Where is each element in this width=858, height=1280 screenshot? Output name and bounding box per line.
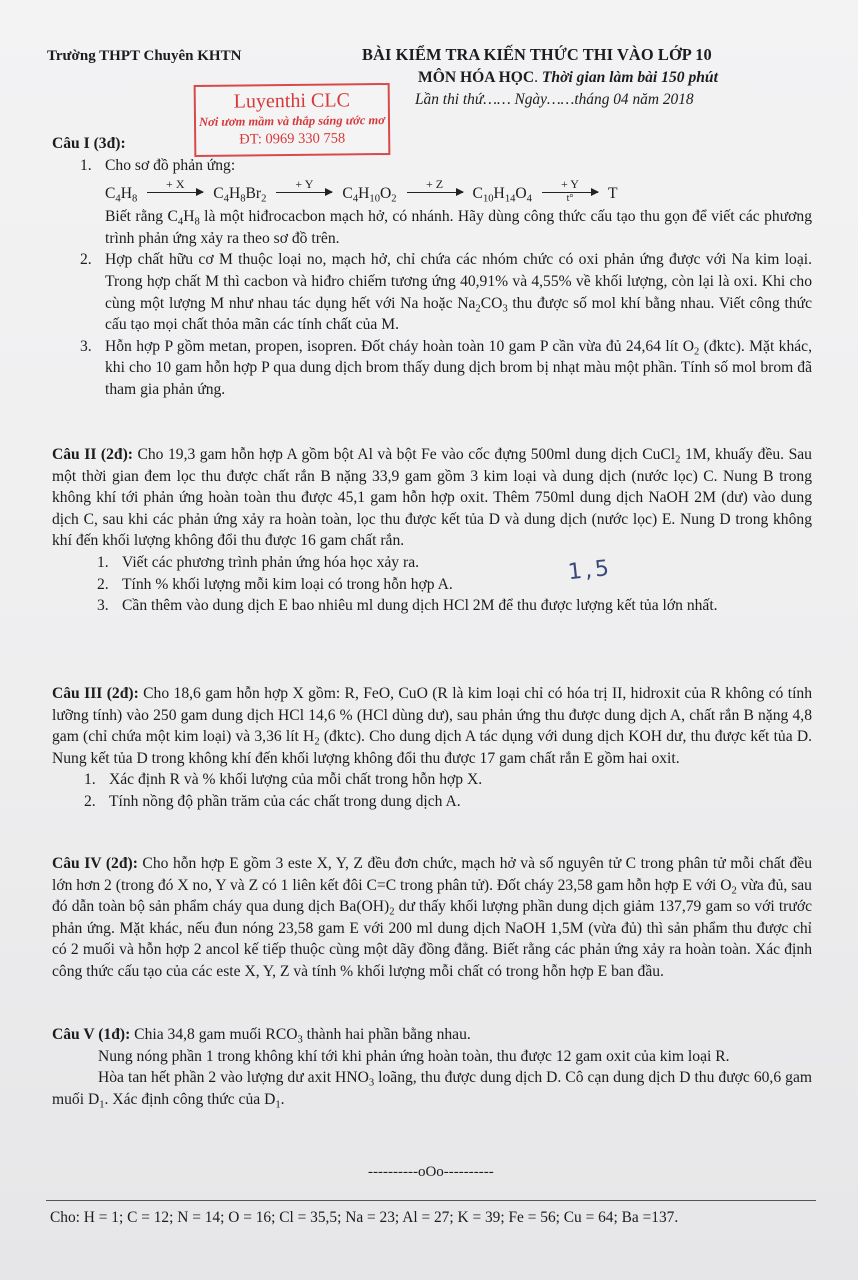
question-1-item-3 <box>80 336 812 401</box>
reaction-scheme <box>105 178 812 204</box>
formula-c4h8br2: $C_4H_8Br_2$ <box>213 184 267 205</box>
question-3-item-1: 1. Xác định R và % khối lượng của mỗi chất trong hỗn hợp X. <box>84 771 483 789</box>
question-3-heading: Câu III (2đ): <box>52 685 139 702</box>
stamp-name: Luyenthi CLC <box>233 89 350 113</box>
question-2-item-2: 2. Tính % khối lượng mỗi kim loại có trong hỗn hợp A. <box>97 575 453 593</box>
footer-divider <box>46 1200 816 1201</box>
question-5-part-1: Nung nóng phần 1 trong không khí tới khi phản ứng hoàn toàn, thu được 12 gam oxit của kim loại R. <box>98 1047 730 1065</box>
item-text: Hợp chất hữu cơ M thuộc loại no, mạch hở, chỉ chứa các nhóm chức có oxi phản ứng được với Na kim loại. Trong hợp chất M thì cacbon và hiđro chiếm tương ứng 40,91% và 4,55% về khối lượng, còn lại là oxi. Khi cho cùng một lượng M như nhau tác dụng hết với Na hoặc $Na_2CO_3$ thu được số mol khí bằng nhau. Viết công thức cấu tạo mọi chất thỏa mãn các tính chất của M. <box>105 251 812 334</box>
question-5 <box>52 1024 812 1110</box>
reaction-arrow-y-heat: + Y t° <box>542 178 598 204</box>
item-text: Hỗn hợp P gồm metan, propen, isopren. Đốt cháy hoàn toàn 10 gam P cần vừa đủ 24,64 lít $O_2$ (đktc). Mặt khác, khi cho 10 gam hỗn hợp P qua dung dịch brom thấy dung dịch brom bị nhạt màu một phần. Tính số mol brom đã tham gia phản ứng. <box>105 337 813 398</box>
question-2-heading: Câu II (2đ): <box>52 446 133 463</box>
question-2 <box>52 444 812 617</box>
atomic-masses-footer: Cho: H = 1; C = 12; N = 14; O = 16; Cl = 35,5; Na = 23; Al = 27; K = 39; Fe = 56; Cu = 64; Ba =137. <box>50 1209 679 1226</box>
end-mark: ----------oOo---------- <box>368 1164 494 1180</box>
question-3-item-2: 2. Tính nồng độ phần trăm của các chất trong dung dịch A. <box>84 792 461 810</box>
question-1-heading: Câu I (3đ): <box>52 135 126 152</box>
reaction-arrow-z: + Z <box>407 178 463 204</box>
formula-t: T <box>607 184 618 202</box>
question-3-items <box>84 769 812 812</box>
item-number: 3. <box>80 337 92 355</box>
question-1-items <box>80 155 812 401</box>
attempt-line: Lần thi thứ…… Ngày……tháng 04 năm 2018 <box>415 91 694 108</box>
school-name: Trường THPT Chuyên KHTN <box>47 48 242 64</box>
question-5-text: Câu V (1đ): Chia 34,8 gam muối $RCO_3$ thành hai phần bằng nhau. <box>52 1026 471 1046</box>
question-2-item-1: 1. Viết các phương trình phản ứng hóa học xảy ra. <box>97 553 420 571</box>
stamp-phone: ĐT: 0969 330 758 <box>239 130 346 148</box>
item-number: 2. <box>80 251 92 269</box>
subject-line: MÔN HÓA HỌC. Thời gian làm bài 150 phút <box>418 69 718 86</box>
formula-c10h14o4: $C_{10}H_{14}O_4$ <box>472 184 532 205</box>
handwritten-note: 1,5 <box>566 555 614 586</box>
question-3-text: Câu III (2đ): Cho 18,6 gam hỗn hợp X gồm: R, FeO, CuO (R là kim loại chỉ có hóa trị II, hidroxit của R không có tính lưỡng tính) vào 250 gam dung dịch HCl 14,6 % (HCl dùng dư), sau phản ứng thu được dung dịch A, chất rắn B nặng 4,8 gam (chỉ chứa một kim loại) và 3,36 lít $H_2$ (đktc). Cho dung dịch A tác dụng với dung dịch KOH dư, thu được kết tủa D. Nung kết tủa D trong không khí đến khối lượng không đổi thu được 17 gam chất rắn E gồm hai oxit. <box>52 685 812 767</box>
formula-c4h10o2: $C_4H_{10}O_2$ <box>342 184 397 205</box>
question-5-heading: Câu V (1đ): <box>52 1026 131 1043</box>
question-4-text: Câu IV (2đ): Cho hỗn hợp E gồm 3 este X, Y, Z đều đơn chức, mạch hở và số nguyên tử C trong phân tử mỗi chất đều lớn hơn 2 (trong đó X no, Y và Z có 1 liên kết đôi C=C trong phân tử). Đốt cháy 23,58 gam hỗn hợp E với $O_2$ vừa đủ, sau đó dẫn toàn bộ sản phẩm cháy qua dung dịch $Ba(OH)_2$ dư thấy khối lượng phần dung dịch giảm 137,79 gam so với trước phản ứng. Mặt khác, nếu đun nóng 23,58 gam E với 200 ml dung dịch NaOH 1,5M (vừa đủ) thì sản phẩm thu được chỉ có 2 muối và hỗn hợp 2 ancol kế tiếp thuộc cùng một dãy đồng đẳng. Biết rằng các phản ứng xảy ra hoàn toàn. Xác định công thức cấu tạo của các este X, Y, Z và tính % khối lượng mỗi chất có trong hỗn hợp E ban đầu. <box>52 855 813 980</box>
question-2-items <box>97 552 812 617</box>
item-text: Cho sơ đồ phản ứng: <box>105 156 236 174</box>
formula-c4h8: $C_4H_8$ <box>105 184 138 205</box>
reaction-arrow-x: + X <box>147 178 203 204</box>
exam-title: BÀI KIỂM TRA KIẾN THỨC THI VÀO LỚP 10 <box>362 45 712 64</box>
question-1 <box>52 133 812 401</box>
question-2-text: Câu II (2đ): Cho 19,3 gam hỗn hợp A gồm bột Al và bột Fe vào cốc đựng 500ml dung dịch CuCl$_2$ 1M, khuấy đều. Sau một thời gian đem lọc thu được chất rắn B nặng 33,9 gam gồm 3 kim loại và dung dịch (nước lọc) C. Nung B trong không khí tới phản ứng hoàn toàn thu được 45,1 gam hỗn hợp oxit. Thêm 750ml dung dịch NaOH 2M (dư) vào dung dịch C, sau khi các phản ứng xảy ra hoàn toàn, lọc thu được kết tủa D và dung dịch (nước lọc) E. Nung D trong không khí đến khối lượng không đổi thu được 16 gam chất rắn. <box>52 446 812 550</box>
question-3 <box>52 683 812 813</box>
subject-name: MÔN HÓA HỌC <box>418 69 535 86</box>
reaction-arrow-y: + Y <box>276 178 332 204</box>
stamp-slogan: Nơi ươm mầm và thắp sáng ước mơ <box>198 113 386 129</box>
question-2-item-3: 3. Cần thêm vào dung dịch E bao nhiêu ml dung dịch HCl 2M để thu được lượng kết tủa lớn nhất. <box>97 597 718 615</box>
question-1-item-1 <box>80 155 812 250</box>
question-4 <box>52 853 812 983</box>
item-note: Biết rằng $C_4H_8$ là một hiđrocacbon mạch hở, có nhánh. Hãy dùng công thức cấu tạo thu gọn để viết các phương trình phản ứng xảy ra theo sơ đồ trên. <box>105 208 812 247</box>
question-4-heading: Câu IV (2đ): <box>52 855 138 872</box>
exam-duration: Thời gian làm bài 150 phút <box>541 69 718 86</box>
item-number: 1. <box>80 156 92 174</box>
question-1-item-2 <box>80 249 812 335</box>
question-5-part-2: Hòa tan hết phần 2 vào lượng dư axit $HNO_3$ loãng, thu được dung dịch D. Cô cạn dung dịch D thu được 60,6 gam muối $D_1$. Xác định công thức của $D_1$. <box>52 1069 812 1111</box>
